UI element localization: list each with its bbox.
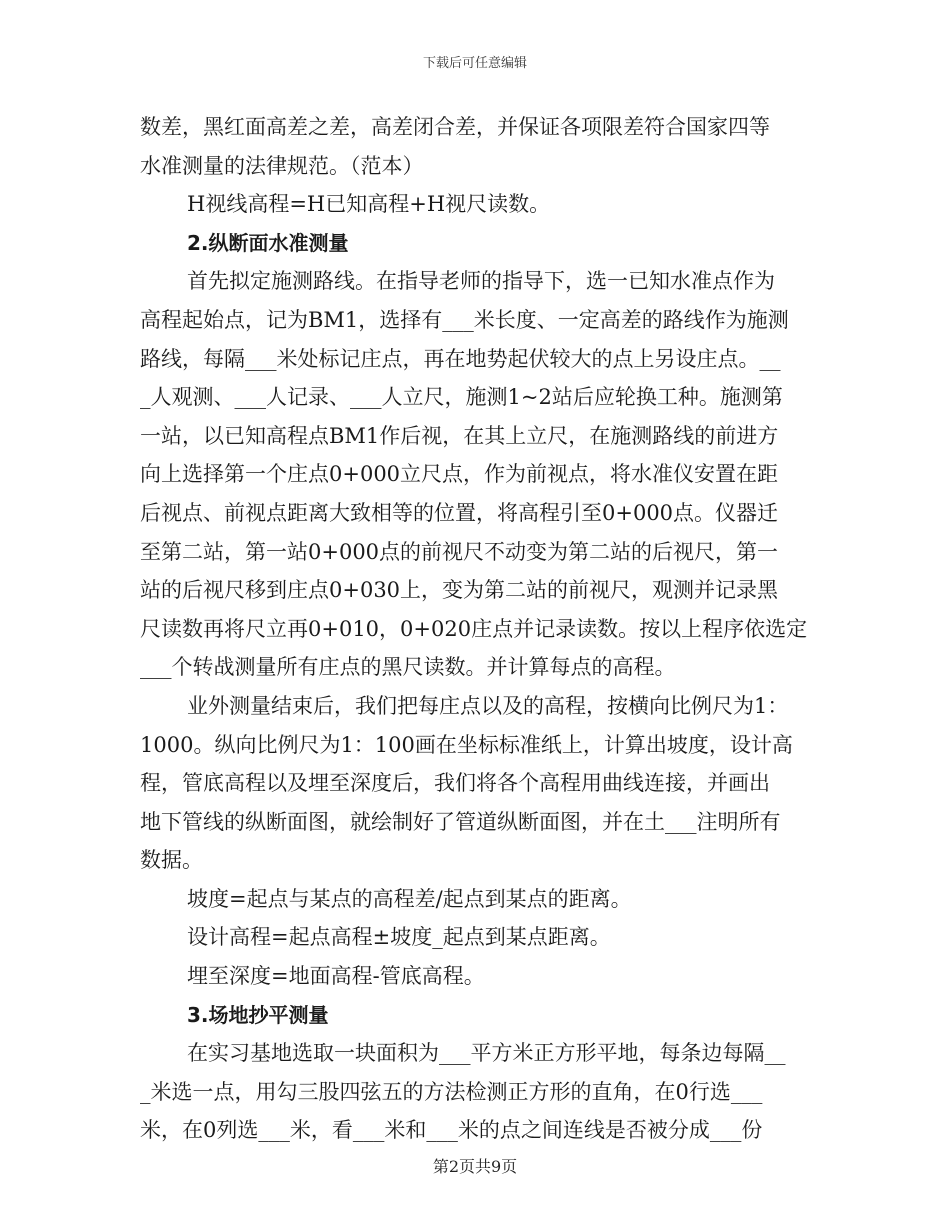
text-line: 程，管底高程以及埋至深度后，我们将各个高程用曲线连接，并画出: [140, 771, 770, 796]
text-line: 一站，以已知高程点BM1作后视，在其上立尺，在施测路线的前进方: [140, 423, 779, 448]
text-line: 埋至深度=地面高程-管底高程。: [187, 964, 485, 989]
text-line: 高程起始点，记为BM1，选择有___米长度、一定高差的路线作为施测: [140, 307, 789, 332]
text-line: 设计高程=起点高程±坡度_起点到某点距离。: [187, 925, 611, 950]
text-line: 数差，黑红面高差之差，高差闭合差，并保证各项限差符合国家四等: [140, 115, 770, 139]
text-line: 站的后视尺移到庄点0+030上，变为第二站的前视尺，观测并记录黑: [140, 578, 779, 603]
text-line: H视线高程=H已知高程+H视尺读数。: [187, 192, 551, 217]
text-line: _人观测、___人记录、___人立尺，施测1~2站后应轮换工种。施测第: [140, 385, 783, 410]
text-line: 1000。纵向比例尺为1：100画在坐标标准纸上，计算出坡度，设计高: [140, 732, 793, 757]
text-line: 尺读数再将尺立再0+010，0+020庄点并记录读数。按以上程序依选定: [140, 616, 808, 641]
text-line: 向上选择第一个庄点0+000立尺点，作为前视点，将水准仪安置在距: [140, 462, 779, 487]
text-line: 米，在0列选___米，看___米和___米的点之间连线是否被分成___份: [140, 1118, 763, 1143]
document-body: [140, 108, 812, 1150]
section-heading: 3.场地抄平测量: [187, 1002, 329, 1027]
text-line: 数据。: [140, 848, 203, 873]
text-line: 地下管线的纵断面图，就绘制好了管道纵断面图，并在土___注明所有: [140, 809, 781, 834]
page-header: 下载后可任意编辑: [422, 56, 527, 71]
text-line: 水准测量的法律规范。（范本）: [140, 153, 424, 178]
text-line: ___个转战测量所有庄点的黑尺读数。并计算每点的高程。: [140, 655, 676, 680]
text-line: 路线，每隔___米处标记庄点，再在地势起伏较大的点上另设庄点。__: [140, 346, 781, 371]
text-line: 至第二站，第一站0+000点的前视尺不动变为第二站的后视尺，第一: [140, 539, 779, 564]
section-heading: 2.纵断面水准测量: [187, 230, 349, 255]
text-line: 坡度=起点与某点的高程差/起点到某点的距离。: [187, 886, 632, 911]
text-line: _米选一点，用勾三股四弦五的方法检测正方形的直角，在0行选___: [140, 1079, 763, 1104]
text-line: 首先拟定施测路线。在指导老师的指导下，选一已知水准点作为: [187, 269, 775, 294]
text-line: 后视点、前视点距离大致相等的位置，将高程引至0+000点。仪器迁: [140, 500, 779, 525]
text-line: 在实习基地选取一块面积为___平方米正方形平地，每条边每隔__: [187, 1041, 786, 1066]
text-line: 业外测量结束后，我们把每庄点以及的高程，按横向比例尺为1：: [187, 693, 789, 718]
page-footer: 第2页共9页: [432, 1157, 518, 1176]
